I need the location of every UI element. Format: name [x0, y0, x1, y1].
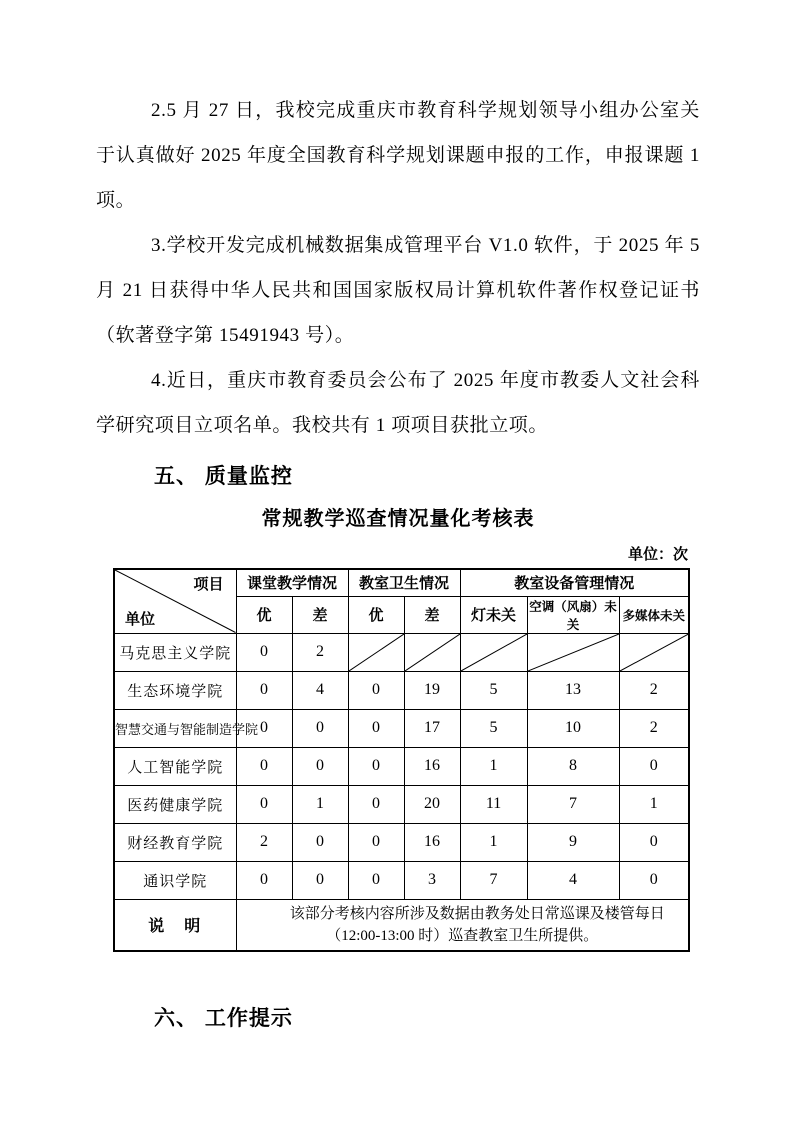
college-name-cell: 马克思主义学院	[114, 633, 236, 671]
header-row-groups	[114, 569, 689, 596]
table-row	[114, 785, 689, 823]
table-cell: 9	[527, 823, 619, 861]
subheader-multimedia-not-off: 多媒体未关	[619, 596, 689, 633]
table-cell: 7	[527, 785, 619, 823]
table-cell: 0	[348, 861, 404, 899]
unit-label: 单位：次	[627, 546, 688, 563]
group-header-equipment-management: 教室设备管理情况	[460, 569, 689, 596]
table-cell: 4	[527, 861, 619, 899]
college-name-cell: 人工智能学院	[114, 747, 236, 785]
college-name-cell: 财经教育学院	[114, 823, 236, 861]
table-cell: 0	[348, 823, 404, 861]
table-cell: 3	[404, 861, 460, 899]
table-row	[114, 747, 689, 785]
diagonal-slash-icon	[620, 634, 689, 671]
table-cell: 4	[292, 671, 348, 709]
section-heading-work-reminder: 六、 工作提示	[154, 1007, 293, 1030]
paragraph-item-4: 4.近日，重庆市教育委员会公布了 2025 年度市教委人文社会科学研究项目立项名单。我校共有 1 项项目获批立项。	[96, 370, 700, 436]
table-cell: 2	[619, 709, 689, 747]
table-cell: 1	[292, 785, 348, 823]
college-name-cell: 生态环境学院	[114, 671, 236, 709]
table-cell: 13	[527, 671, 619, 709]
table-cell: 0	[348, 747, 404, 785]
diagonal-slash-icon	[461, 634, 527, 671]
table-row	[114, 709, 689, 747]
college-name-cell: 医药健康学院	[114, 785, 236, 823]
table-row	[114, 633, 689, 671]
table-cell: 0	[619, 823, 689, 861]
table-cell: 0	[292, 823, 348, 861]
subheader-hygiene-poor: 差	[404, 596, 460, 633]
table-row	[114, 861, 689, 899]
table-cell: 0	[292, 747, 348, 785]
table-cell: 5	[460, 671, 527, 709]
subheader-lights-not-off: 灯未关	[460, 596, 527, 633]
college-name-cell: 通识学院	[114, 861, 236, 899]
note-label-cell: 说 明	[114, 899, 236, 951]
table-row	[114, 823, 689, 861]
table-cell: 0	[348, 785, 404, 823]
table-cell: 0	[236, 747, 292, 785]
subheader-ac-not-off: 空调（风扇）未关	[527, 596, 619, 633]
table-cell: 16	[404, 823, 460, 861]
note-row	[114, 899, 689, 951]
table-wrap	[113, 543, 688, 952]
slash-cell	[404, 633, 460, 671]
subheader-hygiene-excellent: 优	[348, 596, 404, 633]
corner-header-cell	[114, 569, 236, 633]
corner-label-unit: 单位	[125, 610, 156, 628]
document-content	[96, 88, 700, 1041]
table-cell: 10	[527, 709, 619, 747]
subheader-teaching-poor: 差	[292, 596, 348, 633]
table-cell: 5	[460, 709, 527, 747]
diagonal-slash-icon	[405, 634, 460, 671]
table-cell: 16	[404, 747, 460, 785]
table-cell: 0	[292, 861, 348, 899]
table-cell: 2	[236, 823, 292, 861]
table-cell: 2	[292, 633, 348, 671]
table-cell: 1	[460, 823, 527, 861]
slash-cell	[619, 633, 689, 671]
table-cell: 0	[292, 709, 348, 747]
table-cell: 1	[619, 785, 689, 823]
diagonal-slash-icon	[349, 634, 404, 671]
subheader-teaching-excellent: 优	[236, 596, 292, 633]
college-name-cell: 智慧交通与智能制造学院	[114, 709, 236, 747]
table-cell: 1	[460, 747, 527, 785]
paragraph-item-3: 3.学校开发完成机械数据集成管理平台 V1.0 软件，于 2025 年 5 月 21 日获得中华人民共和国国家版权局计算机软件著作权登记证书（软著登字第 15491943 号）。	[96, 235, 700, 346]
table-cell: 0	[619, 747, 689, 785]
table-cell: 7	[460, 861, 527, 899]
section-heading-quality-monitoring: 五、 质量监控	[154, 465, 293, 488]
table-cell: 19	[404, 671, 460, 709]
slash-cell	[348, 633, 404, 671]
table-cell: 2	[619, 671, 689, 709]
diagonal-slash-icon	[528, 634, 619, 671]
slash-cell	[460, 633, 527, 671]
group-header-classroom-teaching: 课堂教学情况	[236, 569, 348, 596]
table-cell: 8	[527, 747, 619, 785]
paragraph-item-2: 2.5 月 27 日，我校完成重庆市教育科学规划领导小组办公室关于认真做好 2025 年度全国教育科学规划课题申报的工作，申报课题 1 项。	[96, 100, 700, 211]
table-cell: 0	[236, 633, 292, 671]
table-cell: 0	[236, 785, 292, 823]
table-cell: 0	[236, 861, 292, 899]
table-cell: 0	[236, 709, 292, 747]
slash-cell	[527, 633, 619, 671]
table-cell: 0	[348, 709, 404, 747]
inspection-table	[113, 568, 690, 952]
table-cell: 0	[348, 671, 404, 709]
table-cell: 17	[404, 709, 460, 747]
table-cell: 0	[236, 671, 292, 709]
note-text-cell: 该部分考核内容所涉及数据由教务处日常巡课及楼管每日（12:00-13:00 时）巡查教室卫生所提供。	[236, 899, 689, 951]
table-cell: 0	[619, 861, 689, 899]
table-cell: 11	[460, 785, 527, 823]
table-row	[114, 671, 689, 709]
table-cell: 20	[404, 785, 460, 823]
group-header-classroom-hygiene: 教室卫生情况	[348, 569, 460, 596]
corner-label-project: 项目	[193, 576, 224, 593]
table-title: 常规教学巡查情况量化考核表	[261, 508, 535, 530]
